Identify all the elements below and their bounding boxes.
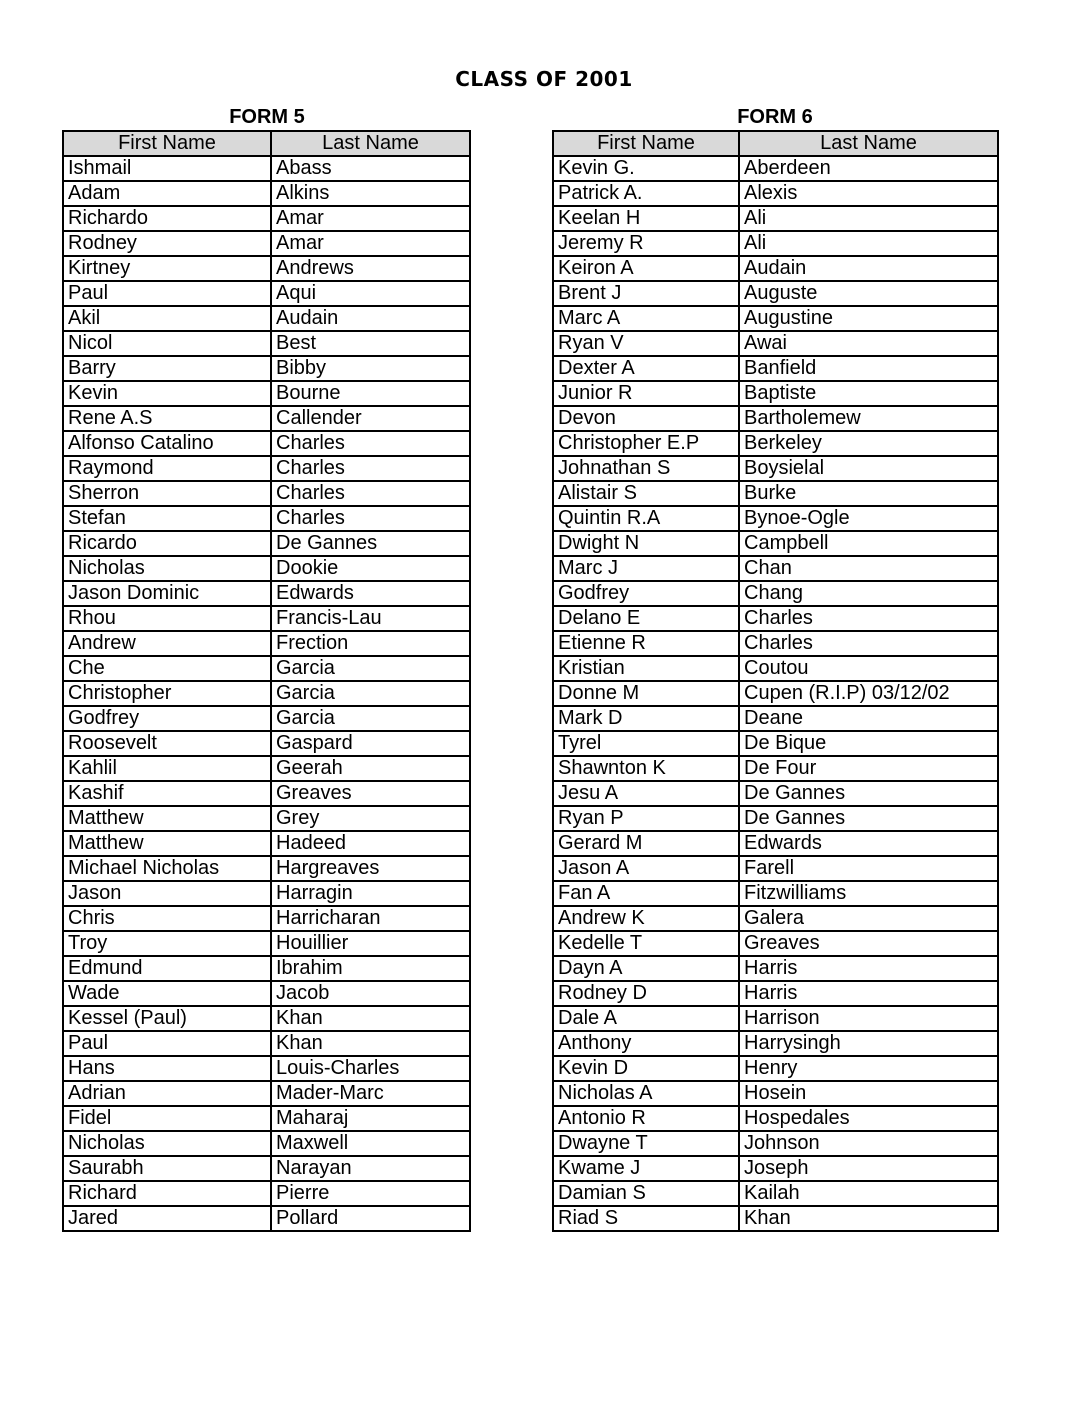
first-name-cell: Kevin G.: [553, 156, 739, 181]
last-name-cell: De Gannes: [739, 781, 998, 806]
first-name-cell: Nicol: [63, 331, 271, 356]
first-name-cell: Raymond: [63, 456, 271, 481]
last-name-cell: De Four: [739, 756, 998, 781]
last-name-cell: Khan: [271, 1031, 470, 1056]
first-name-cell: Jason: [63, 881, 271, 906]
first-name-cell: Barry: [63, 356, 271, 381]
last-name-cell: De Bique: [739, 731, 998, 756]
first-name-cell: Richardo: [63, 206, 271, 231]
first-name-cell: Jared: [63, 1206, 271, 1231]
last-name-cell: Grey: [271, 806, 470, 831]
table-row: [63, 281, 470, 306]
table-row: [63, 881, 470, 906]
last-name-cell: Garcia: [271, 681, 470, 706]
table-row: [63, 1031, 470, 1056]
first-name-cell: Christopher E.P: [553, 431, 739, 456]
last-name-cell: Aqui: [271, 281, 470, 306]
last-name-cell: Campbell: [739, 531, 998, 556]
first-name-cell: Ryan V: [553, 331, 739, 356]
first-name-cell: Kwame J: [553, 1156, 739, 1181]
last-name-cell: Greaves: [271, 781, 470, 806]
table-row: [63, 831, 470, 856]
first-name-cell: Kedelle T: [553, 931, 739, 956]
first-name-cell: Roosevelt: [63, 731, 271, 756]
table-row: [553, 731, 998, 756]
table-row: [63, 781, 470, 806]
first-name-cell: Riad S: [553, 1206, 739, 1231]
last-name-cell: Abass: [271, 156, 470, 181]
last-name-cell: Charles: [271, 456, 470, 481]
table-row: [553, 281, 998, 306]
first-name-cell: Keelan H: [553, 206, 739, 231]
table-row: [553, 231, 998, 256]
last-name-cell: De Gannes: [271, 531, 470, 556]
last-name-cell: Baptiste: [739, 381, 998, 406]
table-row: [553, 256, 998, 281]
first-name-cell: Johnathan S: [553, 456, 739, 481]
table-row: [63, 756, 470, 781]
column-header-last-name: Last Name: [739, 131, 998, 156]
last-name-cell: Chang: [739, 581, 998, 606]
table-row: [63, 631, 470, 656]
table-row: [63, 1156, 470, 1181]
first-name-cell: Che: [63, 656, 271, 681]
table-row: [553, 581, 998, 606]
first-name-cell: Rhou: [63, 606, 271, 631]
table-row: [63, 1181, 470, 1206]
last-name-cell: Hosein: [739, 1081, 998, 1106]
first-name-cell: Kashif: [63, 781, 271, 806]
first-name-cell: Paul: [63, 1031, 271, 1056]
table-row: [63, 506, 470, 531]
first-name-cell: Anthony: [553, 1031, 739, 1056]
last-name-cell: Audain: [739, 256, 998, 281]
last-name-cell: Francis-Lau: [271, 606, 470, 631]
first-name-cell: Edmund: [63, 956, 271, 981]
last-name-cell: Charles: [739, 631, 998, 656]
table-row: [63, 181, 470, 206]
last-name-cell: Alexis: [739, 181, 998, 206]
last-name-cell: Farell: [739, 856, 998, 881]
table-row: [63, 156, 470, 181]
last-name-cell: Charles: [271, 481, 470, 506]
last-name-cell: Johnson: [739, 1131, 998, 1156]
first-name-cell: Kevin: [63, 381, 271, 406]
table-row: [553, 181, 998, 206]
first-name-cell: Christopher: [63, 681, 271, 706]
table-row: [63, 681, 470, 706]
table-row: [63, 856, 470, 881]
first-name-cell: Kirtney: [63, 256, 271, 281]
table-row: [63, 381, 470, 406]
last-name-cell: Charles: [739, 606, 998, 631]
table-row: [63, 256, 470, 281]
table-row: [63, 581, 470, 606]
table-row: [553, 431, 998, 456]
table-row: [553, 931, 998, 956]
last-name-cell: Augustine: [739, 306, 998, 331]
first-name-cell: Paul: [63, 281, 271, 306]
first-name-cell: Mark D: [553, 706, 739, 731]
table-header-row: [63, 131, 470, 156]
table-row: [553, 206, 998, 231]
first-name-cell: Michael Nicholas: [63, 856, 271, 881]
table-row: [553, 381, 998, 406]
first-name-cell: Andrew: [63, 631, 271, 656]
table-row: [553, 556, 998, 581]
last-name-cell: Edwards: [739, 831, 998, 856]
first-name-cell: Dexter A: [553, 356, 739, 381]
form6-table: [552, 130, 999, 1232]
table-row: [63, 406, 470, 431]
table-row: [553, 981, 998, 1006]
last-name-cell: Banfield: [739, 356, 998, 381]
first-name-cell: Andrew K: [553, 906, 739, 931]
first-name-cell: Alfonso Catalino: [63, 431, 271, 456]
last-name-cell: Henry: [739, 1056, 998, 1081]
first-name-cell: Nicholas: [63, 556, 271, 581]
first-name-cell: Alistair S: [553, 481, 739, 506]
last-name-cell: Amar: [271, 231, 470, 256]
table-row: [63, 956, 470, 981]
table-row: [63, 806, 470, 831]
first-name-cell: Matthew: [63, 806, 271, 831]
first-name-cell: Ricardo: [63, 531, 271, 556]
last-name-cell: Amar: [271, 206, 470, 231]
table-row: [553, 606, 998, 631]
table-row: [553, 1156, 998, 1181]
table-row: [63, 931, 470, 956]
last-name-cell: Andrews: [271, 256, 470, 281]
first-name-cell: Marc J: [553, 556, 739, 581]
last-name-cell: Berkeley: [739, 431, 998, 456]
first-name-cell: Sherron: [63, 481, 271, 506]
last-name-cell: Joseph: [739, 1156, 998, 1181]
table-row: [553, 706, 998, 731]
first-name-cell: Stefan: [63, 506, 271, 531]
page-title: CLASS OF 2001: [455, 67, 633, 91]
first-name-cell: Matthew: [63, 831, 271, 856]
last-name-cell: Awai: [739, 331, 998, 356]
last-name-cell: Hadeed: [271, 831, 470, 856]
first-name-cell: Devon: [553, 406, 739, 431]
table-row: [553, 1181, 998, 1206]
last-name-cell: Garcia: [271, 656, 470, 681]
table-row: [553, 856, 998, 881]
first-name-cell: Donne M: [553, 681, 739, 706]
last-name-cell: Charles: [271, 431, 470, 456]
table-row: [553, 1106, 998, 1131]
first-name-cell: Richard: [63, 1181, 271, 1206]
last-name-cell: Edwards: [271, 581, 470, 606]
last-name-cell: Fitzwilliams: [739, 881, 998, 906]
first-name-cell: Dayn A: [553, 956, 739, 981]
first-name-cell: Wade: [63, 981, 271, 1006]
first-name-cell: Tyrel: [553, 731, 739, 756]
last-name-cell: Boysielal: [739, 456, 998, 481]
table-row: [553, 306, 998, 331]
first-name-cell: Nicholas A: [553, 1081, 739, 1106]
table-row: [553, 1056, 998, 1081]
table-row: [553, 656, 998, 681]
last-name-cell: Cupen (R.I.P) 03/12/02: [739, 681, 998, 706]
table-row: [553, 531, 998, 556]
first-name-cell: Jason Dominic: [63, 581, 271, 606]
table-row: [553, 1131, 998, 1156]
last-name-cell: Burke: [739, 481, 998, 506]
table-row: [63, 556, 470, 581]
table-row: [63, 656, 470, 681]
table-row: [553, 406, 998, 431]
table-row: [553, 1081, 998, 1106]
table-row: [553, 506, 998, 531]
table-row: [553, 481, 998, 506]
last-name-cell: Best: [271, 331, 470, 356]
form6-heading: FORM 6: [737, 106, 813, 128]
last-name-cell: Dookie: [271, 556, 470, 581]
table-row: [63, 1106, 470, 1131]
first-name-cell: Chris: [63, 906, 271, 931]
last-name-cell: Louis-Charles: [271, 1056, 470, 1081]
first-name-cell: Etienne R: [553, 631, 739, 656]
last-name-cell: Frection: [271, 631, 470, 656]
first-name-cell: Hans: [63, 1056, 271, 1081]
last-name-cell: Harrysingh: [739, 1031, 998, 1056]
table-row: [63, 481, 470, 506]
first-name-cell: Jesu A: [553, 781, 739, 806]
first-name-cell: Marc A: [553, 306, 739, 331]
table-row: [553, 1031, 998, 1056]
table-row: [63, 1006, 470, 1031]
first-name-cell: Akil: [63, 306, 271, 331]
first-name-cell: Adrian: [63, 1081, 271, 1106]
last-name-cell: Ali: [739, 206, 998, 231]
first-name-cell: Damian S: [553, 1181, 739, 1206]
table-row: [63, 456, 470, 481]
table-header-row: [553, 131, 998, 156]
last-name-cell: Bourne: [271, 381, 470, 406]
last-name-cell: Geerah: [271, 756, 470, 781]
first-name-cell: Godfrey: [63, 706, 271, 731]
first-name-cell: Antonio R: [553, 1106, 739, 1131]
first-name-cell: Kevin D: [553, 1056, 739, 1081]
last-name-cell: Garcia: [271, 706, 470, 731]
form5-table: [62, 130, 471, 1232]
last-name-cell: Narayan: [271, 1156, 470, 1181]
first-name-cell: Brent J: [553, 281, 739, 306]
first-name-cell: Rene A.S: [63, 406, 271, 431]
first-name-cell: Troy: [63, 931, 271, 956]
table-row: [553, 681, 998, 706]
last-name-cell: Ibrahim: [271, 956, 470, 981]
table-row: [63, 206, 470, 231]
last-name-cell: Bibby: [271, 356, 470, 381]
table-row: [63, 981, 470, 1006]
table-row: [553, 831, 998, 856]
table-row: [553, 331, 998, 356]
last-name-cell: Maharaj: [271, 1106, 470, 1131]
table-row: [553, 631, 998, 656]
first-name-cell: Adam: [63, 181, 271, 206]
last-name-cell: Harris: [739, 981, 998, 1006]
last-name-cell: Jacob: [271, 981, 470, 1006]
table-row: [63, 431, 470, 456]
first-name-cell: Jeremy R: [553, 231, 739, 256]
last-name-cell: Deane: [739, 706, 998, 731]
table-row: [63, 331, 470, 356]
first-name-cell: Ishmail: [63, 156, 271, 181]
table-row: [63, 306, 470, 331]
table-row: [63, 706, 470, 731]
first-name-cell: Gerard M: [553, 831, 739, 856]
table-row: [553, 456, 998, 481]
form5-heading: FORM 5: [229, 106, 305, 128]
first-name-cell: Rodney D: [553, 981, 739, 1006]
last-name-cell: Aberdeen: [739, 156, 998, 181]
table-row: [553, 156, 998, 181]
table-row: [553, 806, 998, 831]
table-row: [63, 731, 470, 756]
table-row: [63, 356, 470, 381]
first-name-cell: Saurabh: [63, 1156, 271, 1181]
first-name-cell: Dwayne T: [553, 1131, 739, 1156]
first-name-cell: Junior R: [553, 381, 739, 406]
first-name-cell: Delano E: [553, 606, 739, 631]
table-row: [553, 756, 998, 781]
last-name-cell: Alkins: [271, 181, 470, 206]
last-name-cell: Charles: [271, 506, 470, 531]
last-name-cell: Harris: [739, 956, 998, 981]
last-name-cell: Harrison: [739, 1006, 998, 1031]
last-name-cell: Hospedales: [739, 1106, 998, 1131]
first-name-cell: Nicholas: [63, 1131, 271, 1156]
last-name-cell: Pierre: [271, 1181, 470, 1206]
table-row: [63, 906, 470, 931]
table-row: [63, 531, 470, 556]
table-row: [63, 1206, 470, 1231]
first-name-cell: Jason A: [553, 856, 739, 881]
last-name-cell: Mader-Marc: [271, 1081, 470, 1106]
last-name-cell: Harragin: [271, 881, 470, 906]
table-row: [553, 956, 998, 981]
first-name-cell: Kahlil: [63, 756, 271, 781]
first-name-cell: Shawnton K: [553, 756, 739, 781]
last-name-cell: Ali: [739, 231, 998, 256]
last-name-cell: Gaspard: [271, 731, 470, 756]
column-header-first-name: First Name: [553, 131, 739, 156]
first-name-cell: Ryan P: [553, 806, 739, 831]
last-name-cell: Greaves: [739, 931, 998, 956]
last-name-cell: Bartholemew: [739, 406, 998, 431]
last-name-cell: De Gannes: [739, 806, 998, 831]
table-row: [553, 1206, 998, 1231]
column-header-first-name: First Name: [63, 131, 271, 156]
table-row: [63, 606, 470, 631]
last-name-cell: Bynoe-Ogle: [739, 506, 998, 531]
last-name-cell: Chan: [739, 556, 998, 581]
first-name-cell: Dale A: [553, 1006, 739, 1031]
last-name-cell: Kailah: [739, 1181, 998, 1206]
table-row: [553, 906, 998, 931]
table-row: [63, 231, 470, 256]
last-name-cell: Khan: [271, 1006, 470, 1031]
last-name-cell: Galera: [739, 906, 998, 931]
last-name-cell: Khan: [739, 1206, 998, 1231]
last-name-cell: Hargreaves: [271, 856, 470, 881]
first-name-cell: Rodney: [63, 231, 271, 256]
first-name-cell: Fan A: [553, 881, 739, 906]
last-name-cell: Harricharan: [271, 906, 470, 931]
table-row: [553, 1006, 998, 1031]
first-name-cell: Quintin R.A: [553, 506, 739, 531]
first-name-cell: Fidel: [63, 1106, 271, 1131]
table-row: [63, 1056, 470, 1081]
table-row: [553, 781, 998, 806]
column-header-last-name: Last Name: [271, 131, 470, 156]
first-name-cell: Godfrey: [553, 581, 739, 606]
last-name-cell: Auguste: [739, 281, 998, 306]
first-name-cell: Patrick A.: [553, 181, 739, 206]
first-name-cell: Kristian: [553, 656, 739, 681]
table-row: [553, 881, 998, 906]
first-name-cell: Kessel (Paul): [63, 1006, 271, 1031]
first-name-cell: Dwight N: [553, 531, 739, 556]
table-row: [63, 1081, 470, 1106]
last-name-cell: Coutou: [739, 656, 998, 681]
first-name-cell: Keiron A: [553, 256, 739, 281]
table-row: [553, 356, 998, 381]
last-name-cell: Callender: [271, 406, 470, 431]
last-name-cell: Houillier: [271, 931, 470, 956]
table-row: [63, 1131, 470, 1156]
last-name-cell: Maxwell: [271, 1131, 470, 1156]
last-name-cell: Audain: [271, 306, 470, 331]
last-name-cell: Pollard: [271, 1206, 470, 1231]
